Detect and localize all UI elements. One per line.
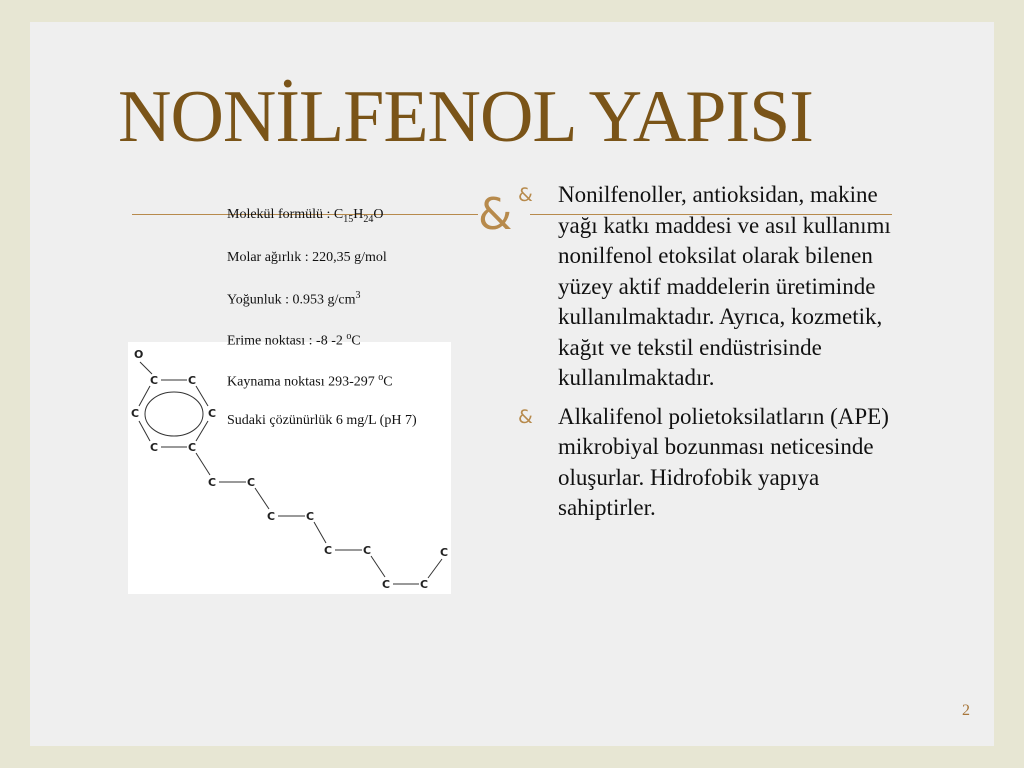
bullet-list: [518, 180, 918, 532]
formula-c-count: 15: [343, 213, 354, 225]
property-boiling-point: [227, 372, 393, 391]
melting-unit: C: [351, 333, 361, 349]
atom-carbon: C: [440, 546, 449, 559]
boiling-text: Kaynama noktası 293-297: [227, 374, 379, 390]
property-density: [227, 290, 360, 309]
atom-carbon: C: [363, 544, 372, 557]
ornament-icon: &: [478, 189, 513, 240]
formula-h: H: [353, 207, 364, 222]
property-formula: [227, 207, 384, 225]
atom-carbon: C: [420, 578, 429, 591]
atom-carbon: C: [208, 407, 217, 420]
atom-carbon: C: [150, 374, 159, 387]
formula-h-count: 24: [363, 213, 374, 225]
bullet-item: [518, 402, 918, 524]
property-solubility: Sudaki çözünürlük 6 mg/L (pH 7): [227, 413, 417, 428]
bullet-icon: &: [518, 405, 533, 428]
density-exponent: 3: [355, 290, 361, 301]
property-molar-mass: Molar ağırlık : 220,35 g/mol: [227, 250, 387, 265]
density-text: Yoğunluk : 0.953 g/cm: [227, 292, 356, 308]
atom-carbon: C: [306, 510, 315, 523]
atom-carbon: C: [382, 578, 391, 591]
property-melting-point: [227, 331, 361, 350]
slide-title: NONİLFENOL YAPISI: [118, 76, 813, 158]
atom-carbon: C: [188, 374, 197, 387]
melting-degree: o: [346, 331, 352, 342]
bullet-item: [518, 180, 918, 394]
atom-carbon: C: [247, 476, 256, 489]
boiling-degree: o: [378, 372, 384, 383]
formula-o: O: [373, 207, 384, 222]
formula-label: Molekül formülü : C: [227, 207, 344, 222]
atom-carbon: C: [208, 476, 217, 489]
atom-carbon: C: [267, 510, 276, 523]
atom-carbon: C: [188, 441, 197, 454]
bullet-icon: &: [518, 184, 533, 206]
atom-carbon: C: [324, 544, 333, 557]
atom-carbon: C: [150, 441, 159, 454]
atom-carbon: C: [131, 407, 140, 420]
bullet-text: Nonilfenoller, antioksidan, makine yağı katkı maddesi ve asıl kullanımı nonilfenol etoksilat olarak bilenen yüzey aktif maddelerin üretiminde kullanılmaktadır. Ayrıca, kozmetik, kağıt ve tekstil endüstrisinde kullanılmaktadır.: [558, 182, 891, 390]
boiling-unit: C: [383, 374, 393, 390]
page-number: 2: [962, 702, 970, 719]
atom-oxygen: O: [134, 348, 144, 361]
melting-text: Erime noktası : -8 -2: [227, 333, 347, 349]
bullet-text: Alkalifenol polietoksilatların (APE) mikrobiyal bozunması neticesinde oluşurlar. Hidrofobik yapıya sahiptirler.: [558, 403, 889, 520]
